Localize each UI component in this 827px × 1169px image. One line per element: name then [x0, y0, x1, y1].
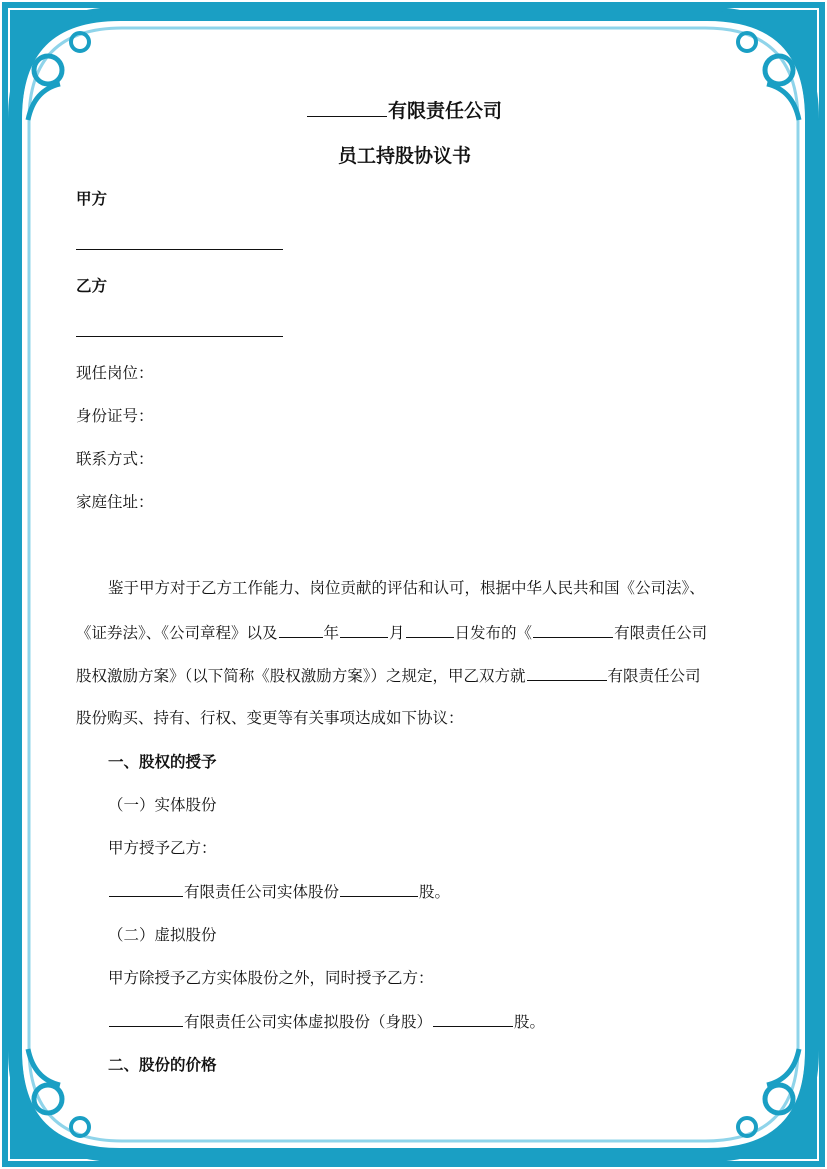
section-1-sub-1-shares-line: 有限责任公司实体股份 股。 [108, 881, 450, 902]
field-contact-label: 联系方式： [76, 450, 154, 468]
preamble-line-1: 鉴于甲方对于乙方工作能力、岗位贡献的评估和认可，根据中华人民共和国《公司法》、 [108, 579, 705, 597]
month-blank[interactable] [340, 622, 388, 638]
party-b-signature-line[interactable] [76, 336, 283, 337]
company-name-blank[interactable] [527, 665, 607, 681]
corner-ornament-top-right [717, 10, 817, 120]
preamble-line-2: 《证券法》、《公司章程》以及 年 月 日发布的《 有限责任公司 [76, 624, 708, 642]
company-name-blank[interactable] [109, 1011, 183, 1027]
document-title: 员工持股协议书 [338, 145, 472, 167]
preamble-line-4: 股份购买、持有、行权、变更等有关事项达成如下协议： [76, 709, 464, 727]
field-id-number-label: 身份证号： [76, 407, 154, 425]
corner-ornament-top-left [10, 10, 110, 120]
party-a-signature-line[interactable] [76, 249, 283, 250]
share-count-blank[interactable] [340, 881, 418, 897]
section-1-sub-1-text: 甲方授予乙方： [108, 839, 217, 857]
day-blank[interactable] [406, 622, 454, 638]
corner-ornament-bottom-left [10, 1049, 110, 1159]
share-count-blank[interactable] [433, 1011, 513, 1027]
corner-ornament-bottom-right [717, 1049, 817, 1159]
section-1-sub-1: （一）实体股份 [108, 796, 217, 814]
section-2-heading: 二、股份的价格 [108, 1056, 217, 1074]
section-1-heading: 一、股权的授予 [108, 753, 217, 771]
year-blank[interactable] [279, 622, 323, 638]
party-b-label: 乙方 [76, 277, 108, 295]
field-address-label: 家庭住址： [76, 493, 154, 511]
field-position-label: 现任岗位： [76, 364, 154, 382]
party-a-label: 甲方 [76, 190, 108, 208]
section-1-sub-2-shares-line: 有限责任公司实体虚拟股份（身股） 股。 [108, 1011, 545, 1032]
company-name-blank[interactable] [307, 101, 387, 117]
preamble-line-3: 股权激励方案》（以下简称《股权激励方案》）之规定，甲乙双方就 有限责任公司 [76, 667, 701, 685]
company-name-blank[interactable] [109, 881, 183, 897]
company-name-blank[interactable] [533, 622, 613, 638]
section-1-sub-2: （二）虚拟股份 [108, 926, 217, 944]
document-title-company: 有限责任公司 [306, 101, 502, 121]
section-1-sub-2-text: 甲方除授予乙方实体股份之外，同时授予乙方： [108, 969, 434, 987]
